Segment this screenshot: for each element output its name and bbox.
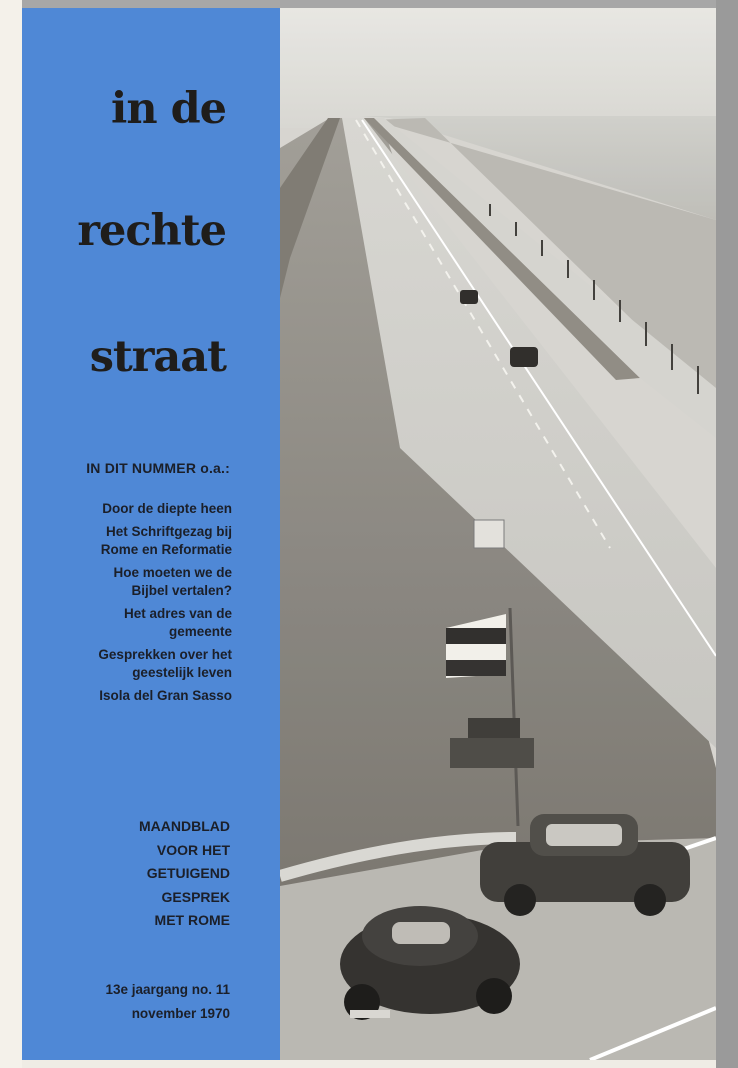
subtitle-line: GESPREK <box>161 888 230 905</box>
contents-item: Het Schriftgezag bij Rome en Reformatie <box>100 524 232 557</box>
dike-road-photo <box>280 8 716 1060</box>
title-line-3: straat <box>89 332 226 382</box>
title-line-1: in de <box>111 84 226 134</box>
scan-left-edge <box>0 0 22 1068</box>
title-line-2: rechte <box>77 206 226 256</box>
subtitle-line: GETUIGEND <box>146 865 230 881</box>
volume-number: 13e jaargang no. 11 <box>105 982 230 997</box>
issue-heading: IN DIT NUMMER o.a.: <box>86 460 230 476</box>
magazine-subtitle <box>30 815 230 933</box>
issue-date: november 1970 <box>131 1006 230 1021</box>
scan-right-edge <box>716 0 738 1068</box>
subtitle-line: MET ROME <box>154 912 230 928</box>
contents-item: Hoe moeten we de Bijbel vertalen? <box>113 565 232 598</box>
photo-svg <box>280 8 716 1060</box>
contents-item: Gesprekken over het geestelijk leven <box>98 647 232 680</box>
contents-item: Het adres van de gemeente <box>123 606 232 639</box>
contents-item: Door de diepte heen <box>102 501 232 516</box>
photo-grain <box>280 8 716 1060</box>
subtitle-line: MAANDBLAD <box>139 818 230 834</box>
issue-info <box>30 978 230 1026</box>
scan-top-edge <box>22 0 716 8</box>
contents-list <box>26 500 232 710</box>
contents-item: Isola del Gran Sasso <box>99 688 232 703</box>
subtitle-line: VOOR HET <box>156 841 230 858</box>
